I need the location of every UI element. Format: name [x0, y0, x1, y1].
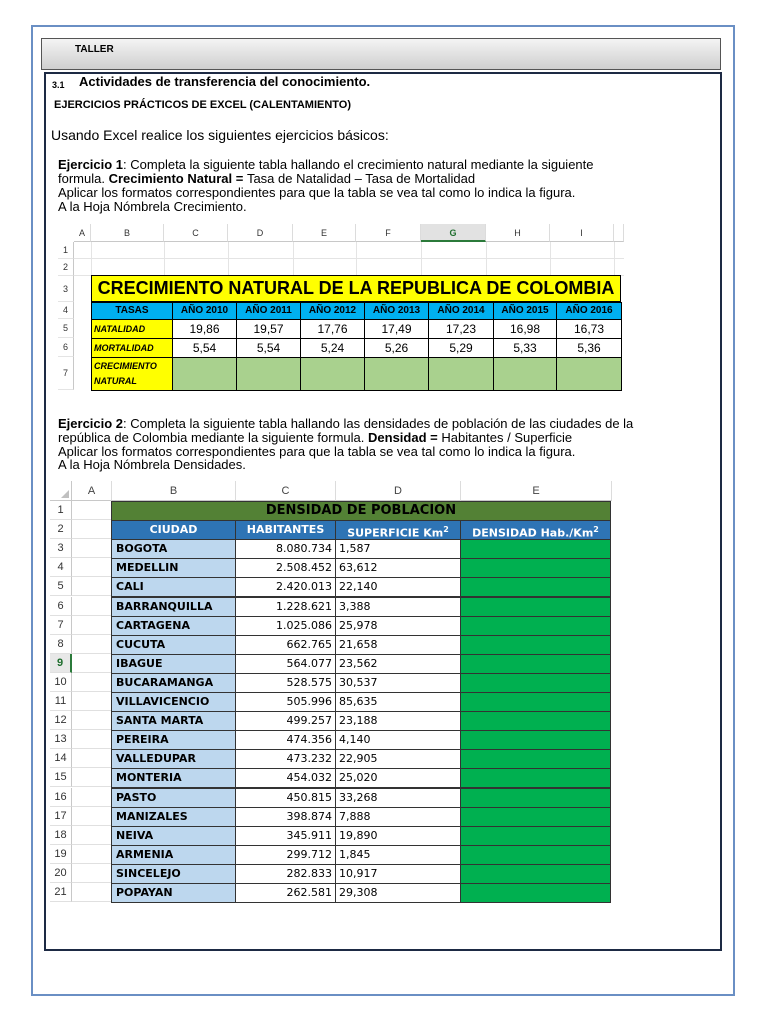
cell-natalidad[interactable]: 17,49	[364, 319, 429, 339]
row-header-16[interactable]: 16	[50, 788, 72, 807]
crecimiento-table	[58, 224, 624, 394]
row-header-4[interactable]: 4	[50, 558, 72, 577]
crecimiento-label-line2: NATURAL	[94, 376, 137, 386]
superficie-cell[interactable]: 85,635	[335, 692, 461, 712]
ex1-line4: A la Hoja Nómbrela Crecimiento.	[58, 199, 247, 214]
row-header-5[interactable]: 5	[58, 319, 74, 338]
cell-a[interactable]	[72, 711, 112, 730]
densidad-table	[50, 481, 612, 907]
row-header-7[interactable]: 7	[50, 616, 72, 635]
ex2-line2	[58, 431, 572, 445]
header-year-2014: AÑO 2014	[428, 302, 494, 320]
cell-a[interactable]	[72, 558, 112, 577]
ex2-label: Ejercicio 2	[58, 416, 124, 431]
column-header-e[interactable]: E	[293, 224, 356, 242]
densidad-cell[interactable]	[460, 577, 611, 597]
cell-a[interactable]	[72, 768, 112, 787]
column-header-extra	[614, 224, 624, 242]
habitantes-cell[interactable]: 2.508.452	[235, 558, 336, 578]
densidad-cell[interactable]	[460, 558, 611, 578]
habitantes-cell[interactable]: 499.257	[235, 711, 336, 731]
row-header-17[interactable]: 17	[50, 807, 72, 826]
superficie-cell[interactable]: 7,888	[335, 807, 461, 827]
superficie-cell[interactable]: 30,537	[335, 673, 461, 693]
city-cell[interactable]: IBAGUE	[111, 654, 236, 674]
city-cell[interactable]: VILLAVICENCIO	[111, 692, 236, 712]
habitantes-cell[interactable]: 282.833	[235, 864, 336, 884]
city-cell[interactable]: VALLEDUPAR	[111, 749, 236, 769]
city-cell[interactable]: MEDELLIN	[111, 558, 236, 578]
superficie-cell[interactable]: 25,020	[335, 768, 461, 788]
cell-a[interactable]	[72, 749, 112, 768]
city-cell[interactable]: CUCUTA	[111, 635, 236, 655]
row-header-20[interactable]: 20	[50, 864, 72, 883]
cell-crecimiento[interactable]	[493, 357, 557, 391]
column-header-h[interactable]: H	[486, 224, 550, 242]
section-title: Actividades de transferencia del conocimiento.	[79, 74, 371, 89]
ex1-line1-text: : Completa la siguiente tabla hallando el crecimiento natural mediante la siguiente	[123, 157, 594, 172]
header-year-2013: AÑO 2013	[364, 302, 429, 320]
habitantes-cell[interactable]: 262.581	[235, 883, 336, 903]
cell-a[interactable]	[72, 539, 112, 558]
cell-mortalidad[interactable]: 5,26	[364, 338, 429, 358]
cell-a[interactable]	[72, 597, 112, 616]
city-cell[interactable]: NEIVA	[111, 826, 236, 846]
densidad-cell[interactable]	[460, 539, 611, 559]
cell-a[interactable]	[72, 864, 112, 883]
header-densidad-text: DENSIDAD Hab./Km	[472, 526, 594, 540]
ex2-line3: Aplicar los formatos correspondientes para que la tabla se vea tal como lo indica la figura.	[58, 444, 576, 459]
cell-a[interactable]	[72, 845, 112, 864]
superscript-2: 2	[593, 525, 599, 535]
column-header-e[interactable]: E	[461, 481, 612, 501]
cell-crecimiento[interactable]	[300, 357, 365, 391]
row-header-9[interactable]: 9	[50, 654, 72, 673]
row-header-19[interactable]: 19	[50, 845, 72, 864]
ex1-line2-pre: formula.	[58, 171, 109, 186]
row-header-12[interactable]: 12	[50, 711, 72, 730]
column-header-b[interactable]: B	[112, 481, 236, 501]
cell-crecimiento[interactable]	[364, 357, 429, 391]
row-header-2[interactable]: 2	[50, 520, 72, 539]
section-number: 3.1	[52, 80, 65, 90]
ex1-formula: Tasa de Natalidad – Tasa de Mortalidad	[246, 171, 476, 186]
gridline	[486, 242, 487, 276]
column-header-c[interactable]: C	[164, 224, 228, 242]
superficie-cell[interactable]: 22,140	[335, 577, 461, 597]
row-header-14[interactable]: 14	[50, 749, 72, 768]
cell-natalidad[interactable]: 17,76	[300, 319, 365, 339]
densidad-cell[interactable]	[460, 597, 611, 617]
header-habitantes: HABITANTES	[235, 520, 336, 540]
superficie-cell[interactable]: 22,905	[335, 749, 461, 769]
ex2-line4: A la Hoja Nómbrela Densidades.	[58, 457, 246, 472]
column-header-b[interactable]: B	[91, 224, 164, 242]
city-cell[interactable]: PEREIRA	[111, 730, 236, 750]
row-header-3[interactable]: 3	[50, 539, 72, 558]
superficie-cell[interactable]: 19,890	[335, 826, 461, 846]
header-ciudad: CIUDAD	[111, 520, 236, 540]
superscript-2: 2	[443, 525, 449, 535]
gridline	[614, 242, 615, 276]
column-header-c[interactable]: C	[236, 481, 336, 501]
header-tasas: TASAS	[91, 302, 173, 320]
header-year-2012: AÑO 2012	[300, 302, 365, 320]
densidad-cell[interactable]	[460, 845, 611, 865]
cell-crecimiento[interactable]	[428, 357, 494, 391]
cell-mortalidad[interactable]: 5,54	[172, 338, 237, 358]
habitantes-cell[interactable]: 8.080.734	[235, 539, 336, 559]
city-cell[interactable]: ARMENIA	[111, 845, 236, 865]
habitantes-cell[interactable]: 528.575	[235, 673, 336, 693]
ex2-line1-text: : Completa la siguiente tabla hallando las densidades de población de las ciudades de la	[123, 416, 634, 431]
gridline	[74, 258, 624, 259]
column-header-i[interactable]: I	[550, 224, 614, 242]
cell-a[interactable]	[72, 788, 112, 807]
city-cell[interactable]: BARRANQUILLA	[111, 597, 236, 617]
cell-crecimiento[interactable]	[172, 357, 237, 391]
densidad-title: DENSIDAD DE POBLACION	[111, 501, 611, 521]
densidad-cell[interactable]	[460, 768, 611, 788]
header-superficie-text: SUPERFICIE Km	[347, 526, 444, 540]
city-cell[interactable]: POPAYAN	[111, 883, 236, 903]
city-cell[interactable]: PASTO	[111, 788, 236, 808]
row-header-10[interactable]: 10	[50, 673, 72, 692]
header-year-2010: AÑO 2010	[172, 302, 237, 320]
densidad-cell[interactable]	[460, 654, 611, 674]
city-cell[interactable]: BUCARAMANGA	[111, 673, 236, 693]
habitantes-cell[interactable]: 662.765	[235, 635, 336, 655]
row-header-21[interactable]: 21	[50, 883, 72, 902]
cell-a[interactable]	[72, 826, 112, 845]
gridline	[91, 242, 92, 276]
habitantes-cell[interactable]: 1.025.086	[235, 616, 336, 636]
superficie-cell[interactable]: 21,658	[335, 635, 461, 655]
cell-a[interactable]	[72, 730, 112, 749]
habitantes-cell[interactable]: 2.420.013	[235, 577, 336, 597]
city-cell[interactable]: MANIZALES	[111, 807, 236, 827]
cell-mortalidad[interactable]: 5,29	[428, 338, 494, 358]
cell-mortalidad[interactable]: 5,54	[236, 338, 301, 358]
cell-a[interactable]	[72, 520, 112, 539]
densidad-cell[interactable]	[460, 826, 611, 846]
cell-natalidad[interactable]: 19,86	[172, 319, 237, 339]
row-header-6[interactable]: 6	[50, 597, 72, 616]
superficie-cell[interactable]: 3,388	[335, 597, 461, 617]
row-label-natalidad: NATALIDAD	[91, 319, 173, 339]
gridline	[228, 242, 229, 276]
cell-a[interactable]	[72, 883, 112, 902]
densidad-cell[interactable]	[460, 883, 611, 903]
densidad-cell[interactable]	[460, 635, 611, 655]
row-label-crecimiento	[91, 357, 173, 391]
header-superficie	[335, 520, 461, 540]
intro-text: Usando Excel realice los siguientes ejercicios básicos:	[51, 127, 389, 143]
row-header-13[interactable]: 13	[50, 730, 72, 749]
habitantes-cell[interactable]: 474.356	[235, 730, 336, 750]
habitantes-cell[interactable]: 564.077	[235, 654, 336, 674]
header-densidad	[460, 520, 611, 540]
cell-a[interactable]	[72, 654, 112, 673]
section-subtitle: EJERCICIOS PRÁCTICOS DE EXCEL (CALENTAMIENTO)	[54, 99, 352, 111]
ex2-formula-name: Densidad =	[368, 430, 442, 445]
ex1-label: Ejercicio 1	[58, 157, 124, 172]
cell-a[interactable]	[72, 501, 112, 520]
gridline	[293, 242, 294, 276]
cell-natalidad[interactable]: 17,23	[428, 319, 494, 339]
crecimiento-label-line1: CRECIMIENTO	[94, 361, 157, 371]
densidad-cell[interactable]	[460, 864, 611, 884]
cell-mortalidad[interactable]: 5,24	[300, 338, 365, 358]
column-header-g[interactable]: G	[421, 224, 486, 242]
city-cell[interactable]: CALI	[111, 577, 236, 597]
cell-mortalidad[interactable]: 5,36	[556, 338, 622, 358]
cell-natalidad[interactable]: 16,73	[556, 319, 622, 339]
superficie-cell[interactable]: 33,268	[335, 788, 461, 808]
densidad-cell[interactable]	[460, 692, 611, 712]
cell-mortalidad[interactable]: 5,33	[493, 338, 557, 358]
ex2-line2-pre: república de Colombia mediante la siguiente formula.	[58, 430, 369, 445]
cell-a[interactable]	[72, 635, 112, 654]
row-header-1[interactable]: 1	[50, 501, 72, 520]
ex2-line1	[58, 417, 633, 431]
gridline	[164, 242, 165, 276]
densidad-cell[interactable]	[460, 788, 611, 808]
densidad-cell[interactable]	[460, 730, 611, 750]
superficie-cell[interactable]: 25,978	[335, 616, 461, 636]
row-header-3[interactable]: 3	[58, 276, 74, 302]
cell-a[interactable]	[72, 807, 112, 826]
gridline	[356, 242, 357, 276]
densidad-cell[interactable]	[460, 807, 611, 827]
gridline	[421, 242, 422, 276]
superficie-cell[interactable]: 1,587	[335, 539, 461, 559]
superficie-cell[interactable]: 63,612	[335, 558, 461, 578]
densidad-cell[interactable]	[460, 711, 611, 731]
header-year-2015: AÑO 2015	[493, 302, 557, 320]
gridline	[550, 242, 551, 276]
column-header-a[interactable]: A	[72, 481, 112, 501]
header-label: TALLER	[75, 44, 114, 55]
city-cell[interactable]: CARTAGENA	[111, 616, 236, 636]
habitantes-cell[interactable]: 345.911	[235, 826, 336, 846]
row-header-15[interactable]: 15	[50, 768, 72, 787]
column-header-d[interactable]: D	[228, 224, 293, 242]
city-cell[interactable]: MONTERIA	[111, 768, 236, 788]
densidad-cell[interactable]	[460, 616, 611, 636]
column-header-a[interactable]: A	[74, 224, 91, 242]
cell-natalidad[interactable]: 16,98	[493, 319, 557, 339]
ex1-formula-name: Crecimiento Natural =	[108, 171, 247, 186]
column-header-d[interactable]: D	[336, 481, 461, 501]
cell-natalidad[interactable]: 19,57	[236, 319, 301, 339]
select-all-corner[interactable]	[50, 481, 72, 501]
ex1-line1	[58, 158, 594, 172]
row-header-8[interactable]: 8	[50, 635, 72, 654]
city-cell[interactable]: SANTA MARTA	[111, 711, 236, 731]
habitantes-cell[interactable]: 398.874	[235, 807, 336, 827]
ex1-line2	[58, 172, 475, 186]
row-header-4[interactable]: 4	[58, 302, 74, 319]
cell-a[interactable]	[72, 692, 112, 711]
row-header-11[interactable]: 11	[50, 692, 72, 711]
habitantes-cell[interactable]: 450.815	[235, 788, 336, 808]
city-cell[interactable]: BOGOTA	[111, 539, 236, 559]
column-header-f[interactable]: F	[356, 224, 421, 242]
crecimiento-title: CRECIMIENTO NATURAL DE LA REPUBLICA DE COLOMBIA	[91, 275, 621, 302]
habitantes-cell[interactable]: 299.712	[235, 845, 336, 865]
cell-crecimiento[interactable]	[236, 357, 301, 391]
ex1-line3: Aplicar los formatos correspondientes para que la tabla se vea tal como lo indica la figura.	[58, 185, 576, 200]
superficie-cell[interactable]: 23,562	[335, 654, 461, 674]
habitantes-cell[interactable]: 473.232	[235, 749, 336, 769]
superficie-cell[interactable]: 4,140	[335, 730, 461, 750]
cell-crecimiento[interactable]	[556, 357, 622, 391]
habitantes-cell[interactable]: 1.228.621	[235, 597, 336, 617]
superficie-cell[interactable]: 10,917	[335, 864, 461, 884]
row-header-1[interactable]: 1	[58, 242, 74, 259]
cell-a[interactable]	[72, 616, 112, 635]
header-year-2011: AÑO 2011	[236, 302, 301, 320]
row-label-mortalidad: MORTALIDAD	[91, 338, 173, 358]
row-header-6[interactable]: 6	[58, 338, 74, 357]
header-bar	[41, 38, 721, 70]
cell-a[interactable]	[72, 673, 112, 692]
cell-a[interactable]	[72, 577, 112, 596]
header-year-2016: AÑO 2016	[556, 302, 622, 320]
row-header-18[interactable]: 18	[50, 826, 72, 845]
row-header-7[interactable]: 7	[58, 357, 74, 390]
habitantes-cell[interactable]: 454.032	[235, 768, 336, 788]
habitantes-cell[interactable]: 505.996	[235, 692, 336, 712]
densidad-cell[interactable]	[460, 673, 611, 693]
row-header-5[interactable]: 5	[50, 577, 72, 596]
superficie-cell[interactable]: 23,188	[335, 711, 461, 731]
city-cell[interactable]: SINCELEJO	[111, 864, 236, 884]
densidad-cell[interactable]	[460, 749, 611, 769]
ex2-formula: Habitantes / Superficie	[441, 430, 573, 445]
superficie-cell[interactable]: 1,845	[335, 845, 461, 865]
superficie-cell[interactable]: 29,308	[335, 883, 461, 903]
row-header-2[interactable]: 2	[58, 259, 74, 276]
